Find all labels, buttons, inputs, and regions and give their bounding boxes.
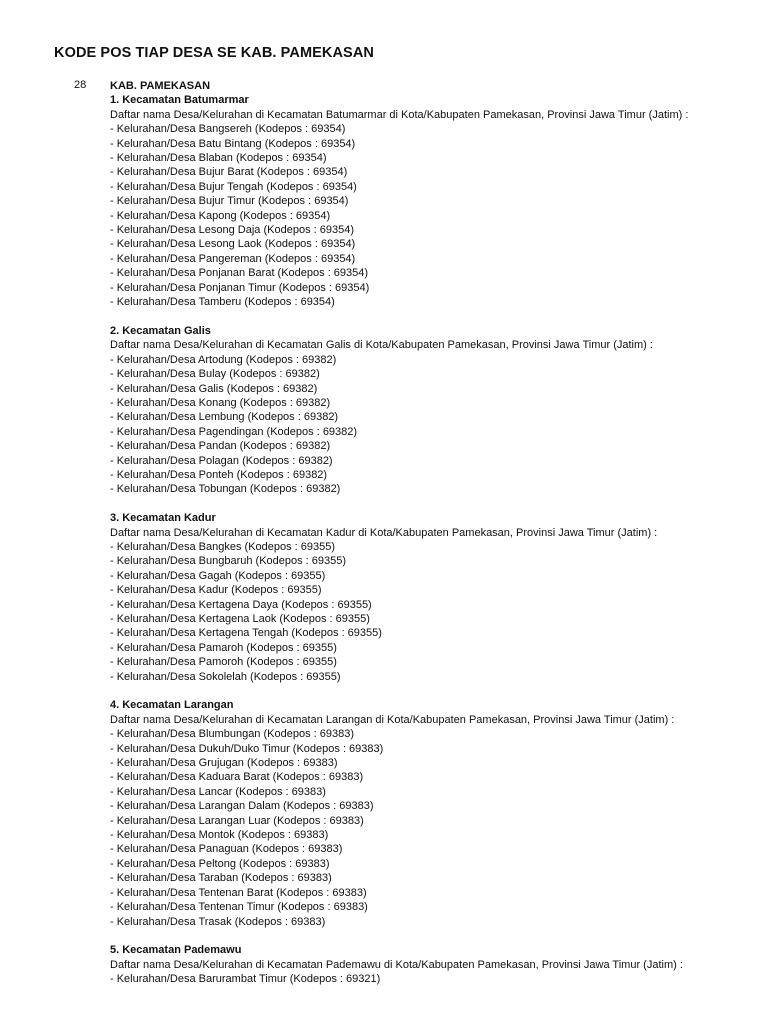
section-heading: 5. Kecamatan Pademawu [110, 944, 242, 957]
row-number: 28 [74, 79, 87, 91]
document-body [110, 79, 750, 1001]
list-item: - Kelurahan/Desa Blumbungan (Kodepos : 69383) [110, 728, 354, 741]
list-item: - Kelurahan/Desa Larangan Dalam (Kodepos : 69383) [110, 800, 374, 813]
list-item: - Kelurahan/Desa Tamberu (Kodepos : 69354) [110, 296, 335, 309]
list-item: - Kelurahan/Desa Trasak (Kodepos : 69383) [110, 915, 326, 928]
list-item: - Kelurahan/Desa Ponjanan Barat (Kodepos : 69354) [110, 267, 369, 280]
list-item: - Kelurahan/Desa Kertagena Daya (Kodepos : 69355) [110, 598, 372, 611]
list-item: - Kelurahan/Desa Polagan (Kodepos : 69382) [110, 454, 333, 467]
list-item: - Kelurahan/Desa Pandan (Kodepos : 69382) [110, 440, 331, 453]
list-item: - Kelurahan/Desa Lesong Daja (Kodepos : 69354) [110, 224, 354, 237]
list-item: - Kelurahan/Desa Sokolelah (Kodepos : 69355) [110, 670, 341, 683]
list-item: - Kelurahan/Desa Peltong (Kodepos : 69383) [110, 857, 330, 870]
list-item: - Kelurahan/Desa Konang (Kodepos : 69382) [110, 396, 331, 409]
list-item: - Kelurahan/Desa Gagah (Kodepos : 69355) [110, 569, 326, 582]
list-item: - Kelurahan/Desa Batu Bintang (Kodepos : 69354) [110, 137, 356, 150]
list-item: - Kelurahan/Desa Kaduara Barat (Kodepos : 69383) [110, 771, 364, 784]
kab-heading: KAB. PAMEKASAN [110, 80, 211, 92]
list-item: - Kelurahan/Desa Ponteh (Kodepos : 69382) [110, 468, 328, 481]
list-item: - Kelurahan/Desa Ponjanan Timur (Kodepos : 69354) [110, 281, 370, 294]
list-item: - Kelurahan/Desa Galis (Kodepos : 69382) [110, 382, 318, 395]
page-title: KODE POS TIAP DESA SE KAB. PAMEKASAN [54, 45, 374, 61]
list-item: - Kelurahan/Desa Dukuh/Duko Timur (Kodepos : 69383) [110, 742, 384, 755]
list-item: - Kelurahan/Desa Lembung (Kodepos : 69382) [110, 411, 339, 424]
kecamatan-section [110, 511, 750, 684]
section-heading: 4. Kecamatan Larangan [110, 699, 234, 712]
list-item: - Kelurahan/Desa Tentenan Barat (Kodepos : 69383) [110, 886, 367, 899]
list-item: - Kelurahan/Desa Taraban (Kodepos : 69383) [110, 872, 332, 885]
list-item: - Kelurahan/Desa Panaguan (Kodepos : 69383) [110, 843, 343, 856]
list-item: - Kelurahan/Desa Blaban (Kodepos : 69354) [110, 152, 327, 165]
list-item: - Kelurahan/Desa Larangan Luar (Kodepos : 69383) [110, 814, 364, 827]
list-item: - Kelurahan/Desa Pamoroh (Kodepos : 69355) [110, 656, 337, 669]
list-item: - Kelurahan/Desa Montok (Kodepos : 69383) [110, 829, 329, 842]
list-item: - Kelurahan/Desa Kertagena Tengah (Kodepos : 69355) [110, 627, 382, 640]
list-item: - Kelurahan/Desa Tentenan Timur (Kodepos : 69383) [110, 901, 368, 914]
list-item: - Kelurahan/Desa Bujur Timur (Kodepos : 69354) [110, 195, 349, 208]
list-item: - Kelurahan/Desa Kadur (Kodepos : 69355) [110, 584, 322, 597]
list-item: - Kelurahan/Desa Pangereman (Kodepos : 69354) [110, 252, 356, 265]
list-item: - Kelurahan/Desa Bulay (Kodepos : 69382) [110, 368, 320, 381]
list-item: - Kelurahan/Desa Bangkes (Kodepos : 69355) [110, 540, 336, 553]
list-item: - Kelurahan/Desa Kapong (Kodepos : 69354) [110, 209, 331, 222]
list-item: - Kelurahan/Desa Pamaroh (Kodepos : 69355) [110, 641, 337, 654]
kecamatan-section [110, 698, 750, 929]
section-heading: 2. Kecamatan Galis [110, 324, 211, 337]
list-item: - Kelurahan/Desa Bujur Barat (Kodepos : 69354) [110, 166, 348, 179]
list-item: - Kelurahan/Desa Lancar (Kodepos : 69383) [110, 785, 326, 798]
kecamatan-section [110, 93, 750, 309]
section-intro: Daftar nama Desa/Kelurahan di Kecamatan Larangan di Kota/Kabupaten Pamekasan, Provinsi Jawa Timur (Jatim) : [110, 713, 675, 726]
list-item: - Kelurahan/Desa Artodung (Kodepos : 69382) [110, 353, 337, 366]
list-item: - Kelurahan/Desa Bangsereh (Kodepos : 69354) [110, 123, 346, 136]
kecamatan-section [110, 324, 750, 497]
list-item: - Kelurahan/Desa Kertagena Laok (Kodepos : 69355) [110, 613, 370, 625]
list-item: - Kelurahan/Desa Lesong Laok (Kodepos : 69354) [110, 238, 356, 251]
list-item: - Kelurahan/Desa Barurambat Timur (Kodepos : 69321) [110, 973, 381, 986]
section-intro: Daftar nama Desa/Kelurahan di Kecamatan Batumarmar di Kota/Kabupaten Pamekasan, Provinsi Jawa Timur (Jatim) : [110, 108, 689, 121]
list-item: - Kelurahan/Desa Pagendingan (Kodepos : 69382) [110, 425, 358, 438]
list-item: - Kelurahan/Desa Tobungan (Kodepos : 69382) [110, 483, 341, 496]
section-intro: Daftar nama Desa/Kelurahan di Kecamatan Kadur di Kota/Kabupaten Pamekasan, Provinsi Jawa Timur (Jatim) : [110, 526, 658, 539]
section-intro: Daftar nama Desa/Kelurahan di Kecamatan Galis di Kota/Kabupaten Pamekasan, Provinsi Jawa Timur (Jatim) : [110, 339, 653, 352]
list-item: - Kelurahan/Desa Bujur Tengah (Kodepos : 69354) [110, 180, 357, 193]
section-intro: Daftar nama Desa/Kelurahan di Kecamatan Pademawu di Kota/Kabupaten Pamekasan, Provinsi Jawa Timur (Jatim) : [110, 958, 683, 971]
kecamatan-sections [110, 93, 750, 986]
kecamatan-section [110, 943, 750, 986]
section-heading: 1. Kecamatan Batumarmar [110, 94, 249, 107]
list-item: - Kelurahan/Desa Bungbaruh (Kodepos : 69355) [110, 555, 347, 568]
section-heading: 3. Kecamatan Kadur [110, 512, 216, 525]
list-item: - Kelurahan/Desa Grujugan (Kodepos : 69383) [110, 757, 338, 770]
